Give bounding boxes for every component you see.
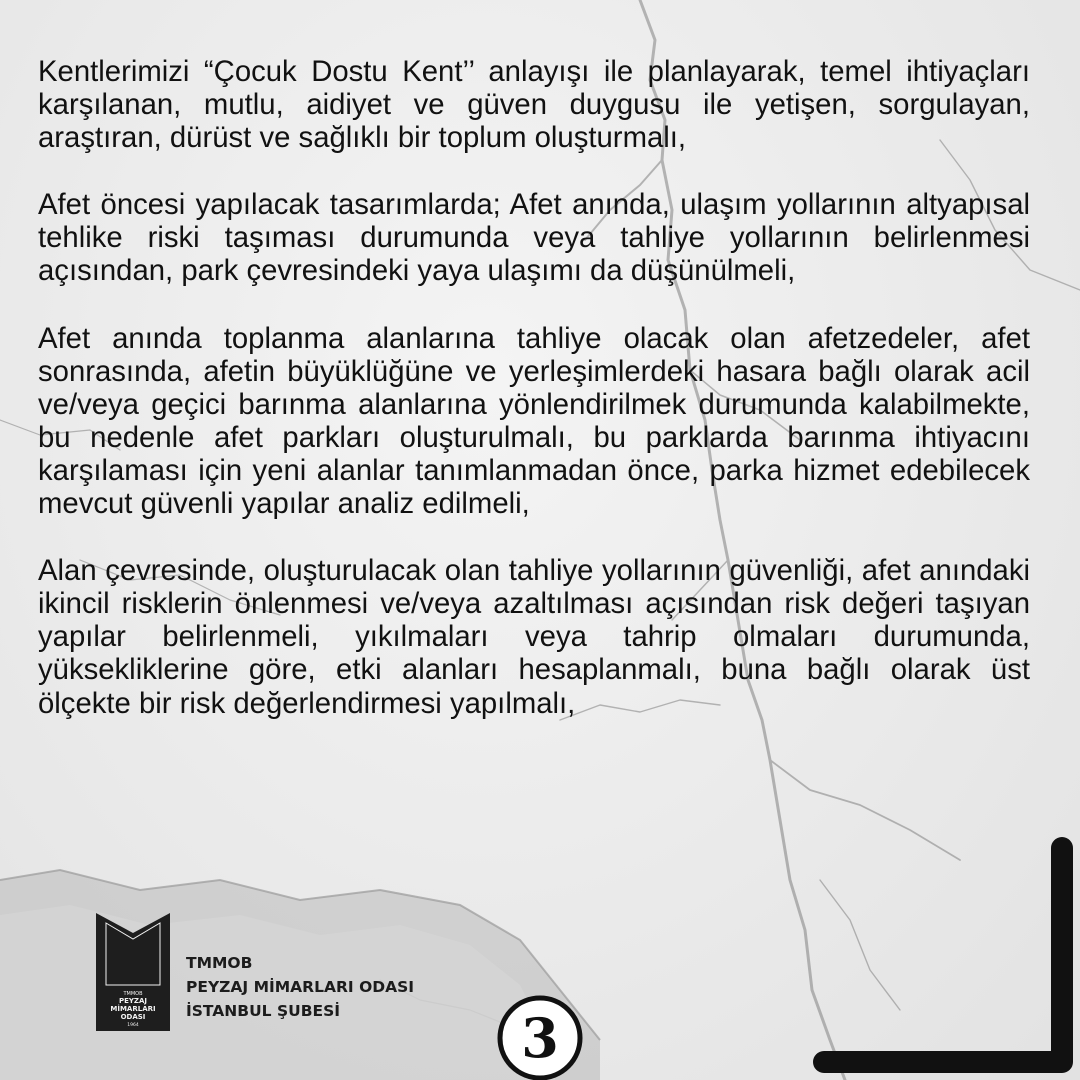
logo-text-line: TMMOB (123, 991, 143, 997)
paragraph-pre-disaster-design: Afet öncesi yapılacak tasarımlarda; Afet anında, ulaşım yollarının altyapısal tehlike riski taşıması durumunda veya tahliye yollarının belirlenmesi açısından, park çevresindeki yaya ulaşımı da düşünülmeli, (38, 188, 1030, 288)
main-text (38, 55, 1030, 754)
paragraph-disaster-parks: Afet anında toplanma alanlarına tahliye olacak olan afetzedeler, afet sonrasında, afetin büyüklüğüne ve yerleşimlerdeki hasara bağlı olarak acil ve/veya geçici barınma alanlarına yönlendirilmek durumunda kalabilmekte, bu nedenle afet parkları oluşturulmalı, bu parklarda barınma ihtiyacını karşılaması için yeni alanlar tanımlanmadan önce, parka hizmet edebilecek mevcut güvenli yapılar analiz edilmeli, (38, 321, 1030, 521)
logo-text-line: MİMARLARI (110, 1005, 156, 1013)
org-line-chamber: PEYZAJ MİMARLARI ODASI (186, 978, 415, 996)
page-number-badge (497, 995, 583, 1080)
org-line-tmmob: TMMOB (186, 954, 253, 972)
paragraph-evacuation-routes: Alan çevresinde, oluşturulacak olan tahliye yollarının güvenliği, afet anındaki ikincil risklerin önlenmesi ve/veya azaltılması açısından risk değeri taşıyan yapılar belirlenmeli, yıkılmaları veya tahrip olmaları durumunda, yüksekliklerine göre, etki alanları hesaplanmalı, buna bağlı olarak üst ölçekte bir risk değerlendirmesi yapılmalı, (38, 554, 1030, 720)
logo-text-line: ODASI (120, 1013, 146, 1021)
logo-text-line: 1964 (127, 1023, 139, 1028)
org-line-branch: İSTANBUL ŞUBESİ (186, 1002, 341, 1020)
paragraph-child-friendly-city: Kentlerimizi “Çocuk Dostu Kent’’ anlayışı ile planlayarak, temel ihtiyaçları karşılanan, mutlu, aidiyet ve güven duygusu ile yetişen, sorgulayan, araştıran, dürüst ve sağlıklı bir toplum oluşturmalı, (38, 55, 1030, 155)
page-number: 3 (521, 1006, 559, 1070)
chamber-logo (96, 913, 170, 1031)
logo-text-line: PEYZAJ (118, 997, 148, 1005)
organization-name (186, 951, 414, 1023)
corner-frame (812, 836, 1080, 1080)
